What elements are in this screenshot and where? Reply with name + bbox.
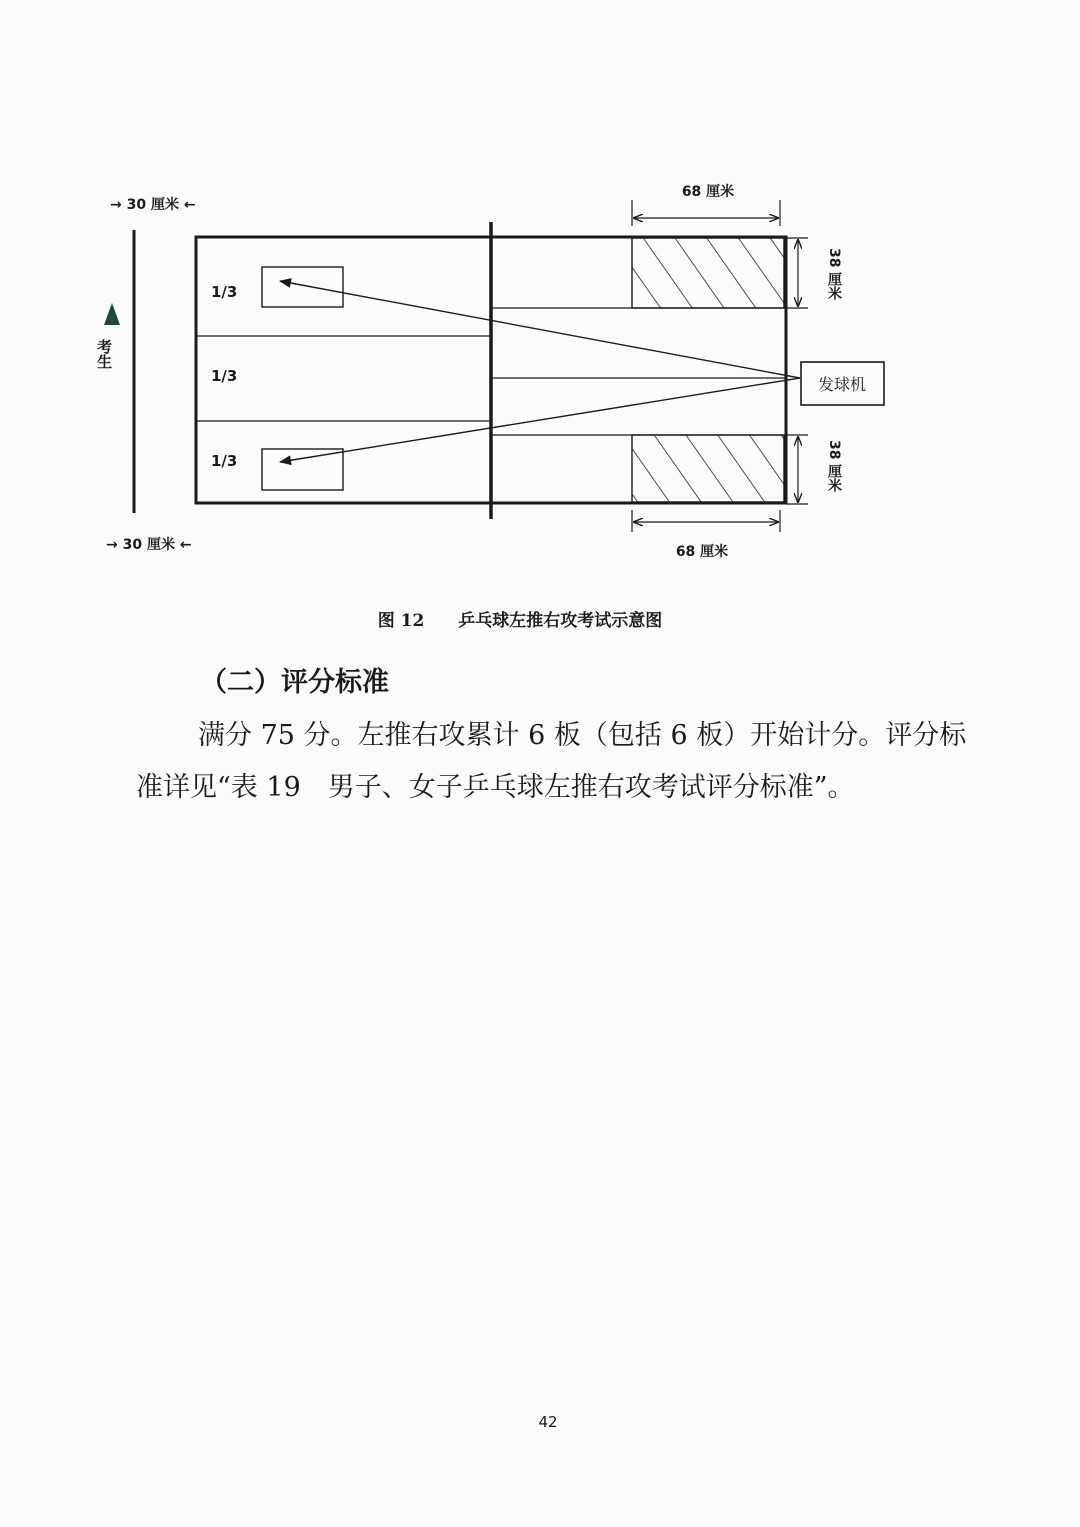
top-right-measure: 68 厘米 <box>681 184 735 200</box>
top-left-measure: → 30 厘米 ← <box>110 197 196 213</box>
hatched-zone-top <box>632 238 784 308</box>
examinee-marker-icon <box>104 303 120 325</box>
examinee-label <box>95 339 113 369</box>
serving-machine-label: 发球机 <box>817 375 867 394</box>
figure-caption <box>0 606 1040 631</box>
right-bottom-measure: 38 厘米 <box>826 440 842 493</box>
right-top-measure: 38 厘米 <box>826 248 842 301</box>
page-number: 42 <box>538 1413 558 1431</box>
third-label: 1/3 <box>211 283 238 301</box>
table-tennis-diagram <box>0 0 1080 600</box>
target-box-bottom <box>262 449 343 490</box>
target-box-top <box>262 267 343 307</box>
bottom-right-measure: 68 厘米 <box>675 544 729 560</box>
section-heading: （二）评分标准 <box>200 667 389 698</box>
caption-title: 乒乓球左推右攻考试示意图 <box>458 611 663 631</box>
third-label: 1/3 <box>211 367 238 385</box>
examinee-label-text: 考生 <box>95 339 113 369</box>
bottom-left-measure: → 30 厘米 ← <box>106 537 192 553</box>
caption-number: 图 12 <box>377 611 425 631</box>
third-label: 1/3 <box>211 452 238 470</box>
hatched-zone-bottom <box>632 435 784 502</box>
section-paragraph: 满分 75 分。左推右攻累计 6 板（包括 6 板）开始计分。评分标准详见“表 19 男子、女子乒乓球左推右攻考试评分标准”。 <box>136 720 967 803</box>
